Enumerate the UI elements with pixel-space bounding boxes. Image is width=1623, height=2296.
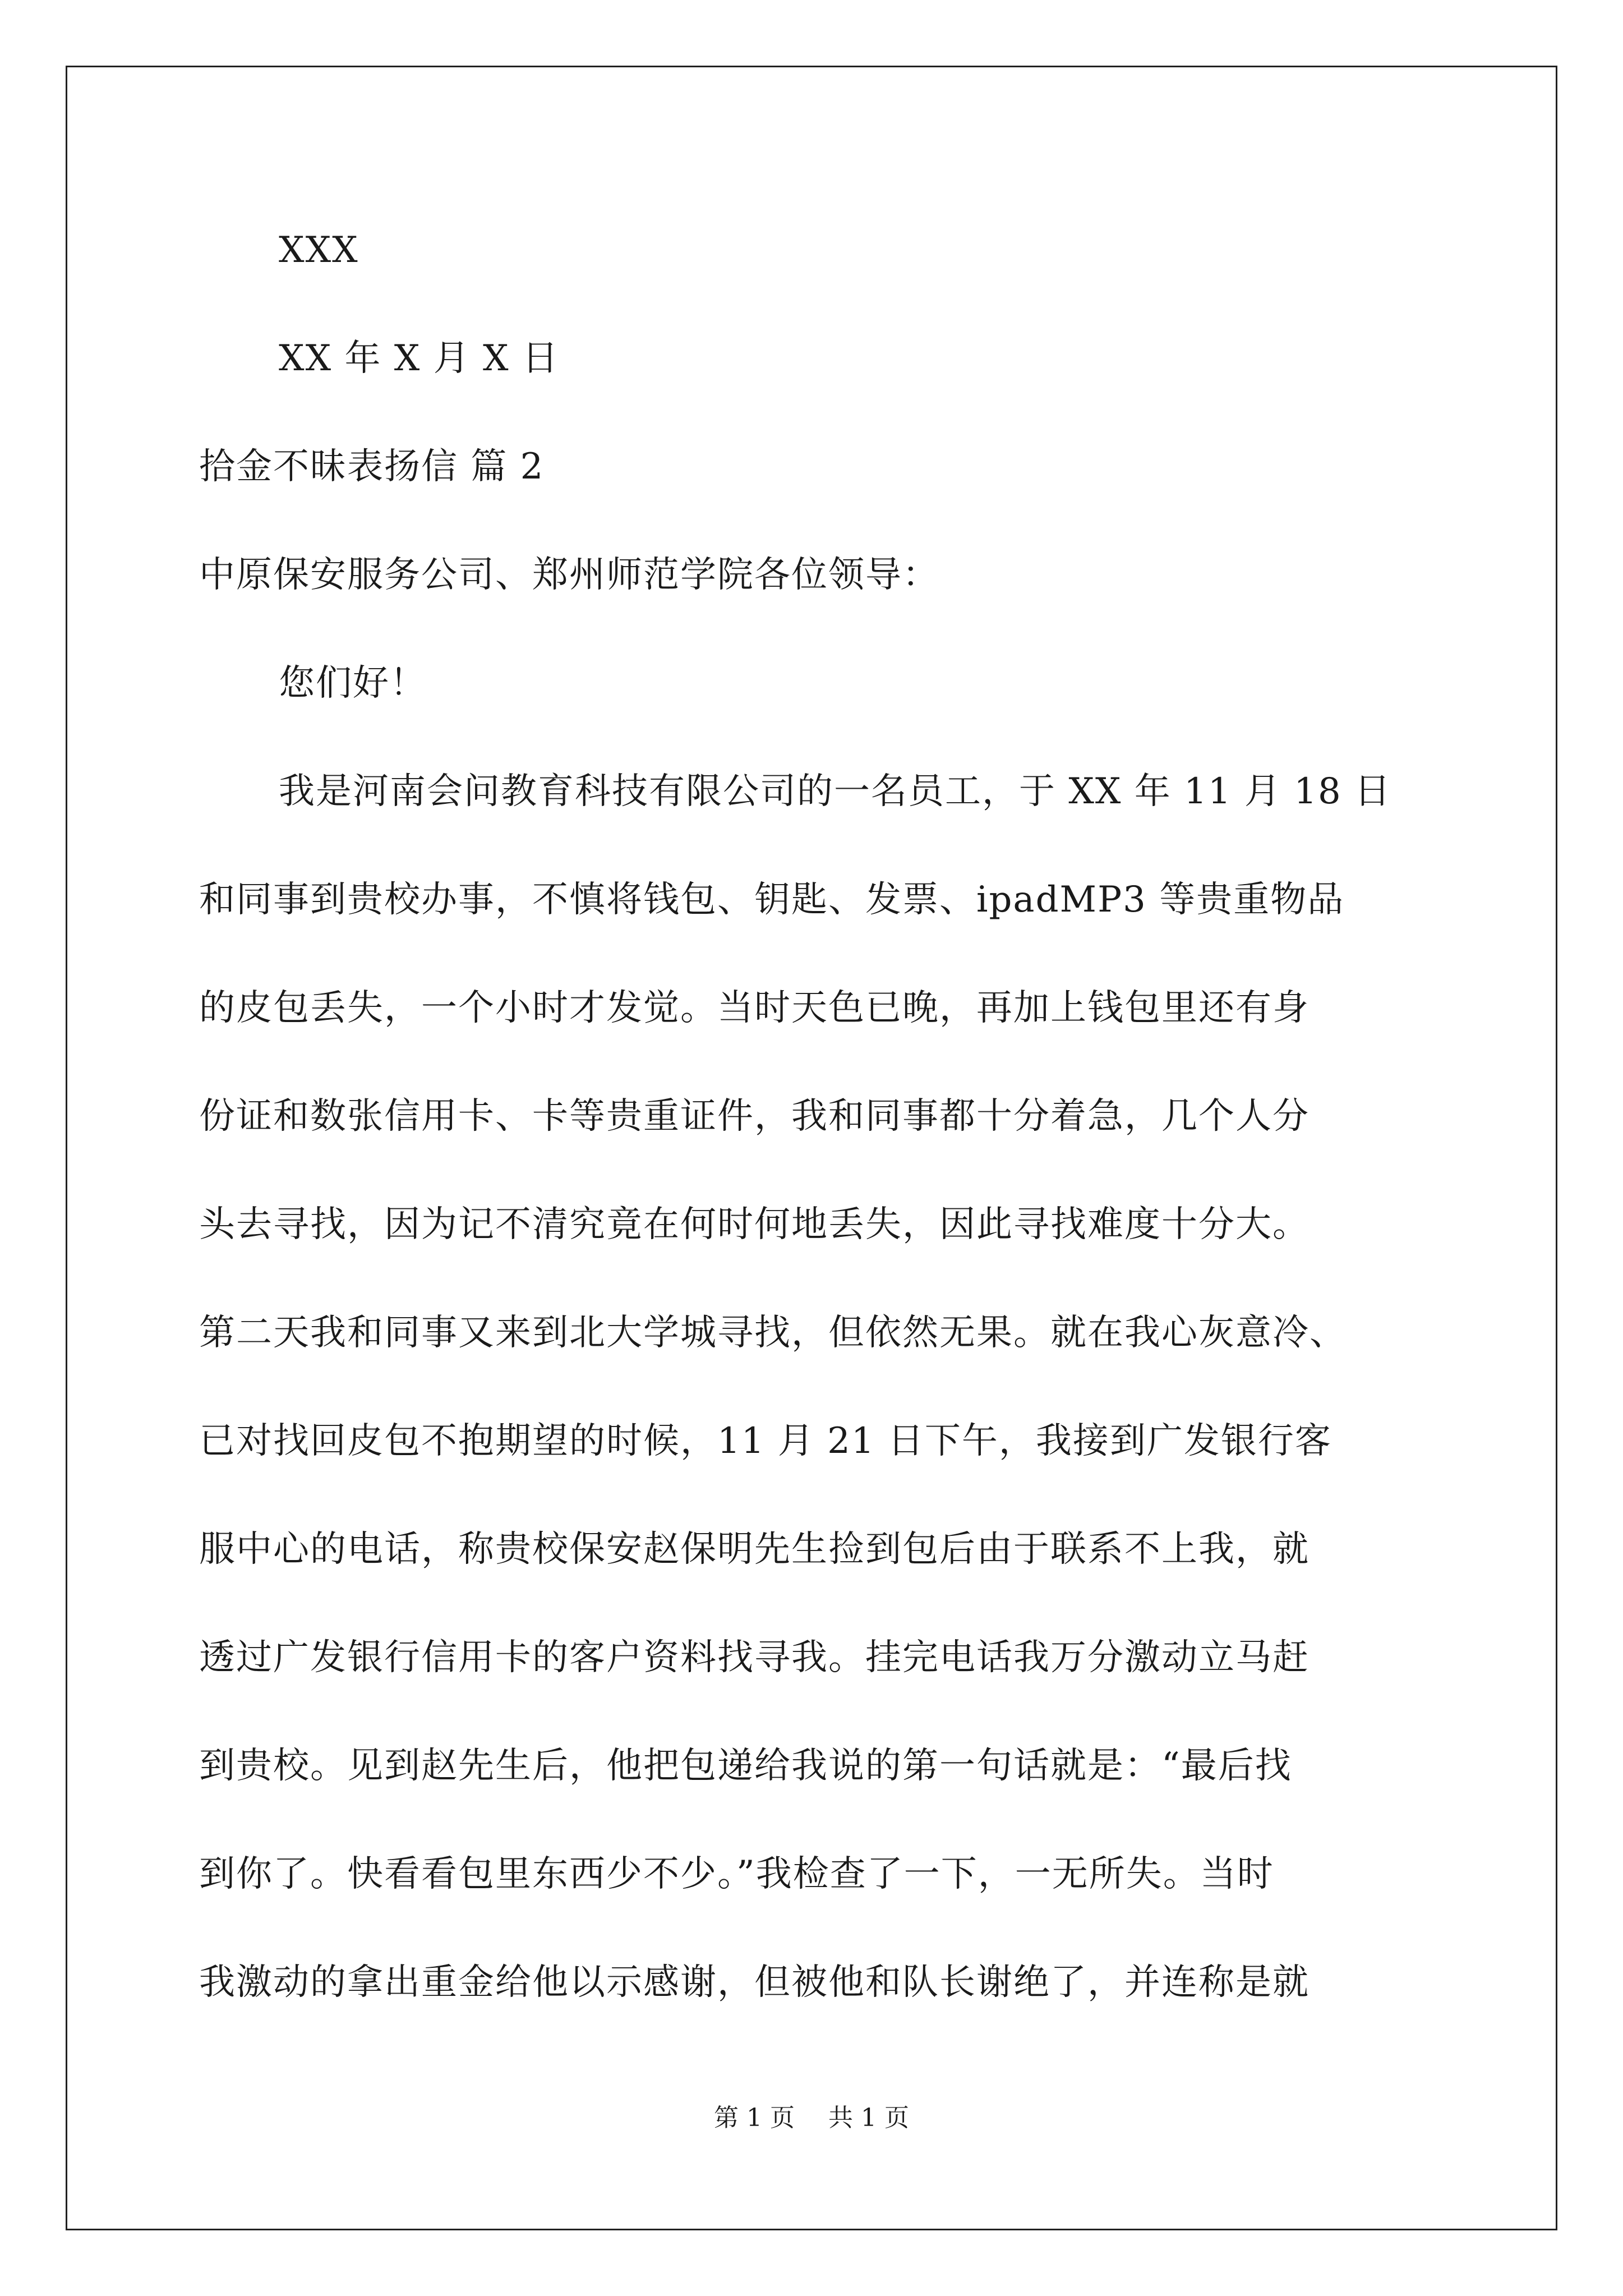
paragraph-line: 和同事到贵校办事，不慎将钱包、钥匙、发票、ipadMP3 等贵重物品 (199, 879, 1345, 921)
paragraph-line: 服中心的电话，称贵校保安赵保明先生捡到包后由于联系不上我，就 (199, 1529, 1310, 1570)
section-title: 拾金不昧表扬信 篇 2 (199, 446, 545, 487)
paragraph-line: 到贵校。见到赵先生后，他把包递给我说的第一句话就是：“最后找 (199, 1745, 1292, 1787)
paragraph-line: 透过广发银行信用卡的客户资料找寻我。挂完电话我万分激动立马赶 (199, 1637, 1310, 1678)
page-border (66, 66, 1557, 2230)
paragraph-line: 到你了。快看看包里东西少不少。”我检查了一下，一无所失。当时 (199, 1853, 1274, 1895)
paragraph-line: 我激动的拿出重金给他以示感谢，但被他和队长谢绝了，并连称是就 (199, 1962, 1310, 2003)
paragraph-line: 已对找回皮包不抱期望的时候，11 月 21 日下午，我接到广发银行客 (199, 1420, 1332, 1462)
salutation: 中原保安服务公司、郑州师范学院各位领导： (199, 554, 939, 596)
paragraph-line: 我是河南会问教育科技有限公司的一名员工，于 XX 年 11 月 18 日 (279, 771, 1392, 812)
paragraph-line: 头去寻找，因为记不清究竟在何时何地丢失，因此寻找难度十分大。 (199, 1204, 1310, 1245)
page-number: 第 1 页 (714, 2104, 795, 2132)
greeting: 您们好！ (279, 662, 427, 704)
paragraph-line: 份证和数张信用卡、卡等贵重证件，我和同事都十分着急，几个人分 (199, 1096, 1310, 1137)
paragraph-line: 第二天我和同事又来到北大学城寻找，但依然无果。就在我心灰意冷、 (199, 1312, 1347, 1354)
signature-date: XX 年 X 月 X 日 (279, 338, 559, 379)
page-footer (0, 2106, 1623, 2131)
page-count: 共 1 页 (828, 2104, 909, 2132)
signature-name: XXX (279, 229, 359, 271)
paragraph-line: 的皮包丢失，一个小时才发觉。当时天色已晚，再加上钱包里还有身 (199, 987, 1310, 1029)
